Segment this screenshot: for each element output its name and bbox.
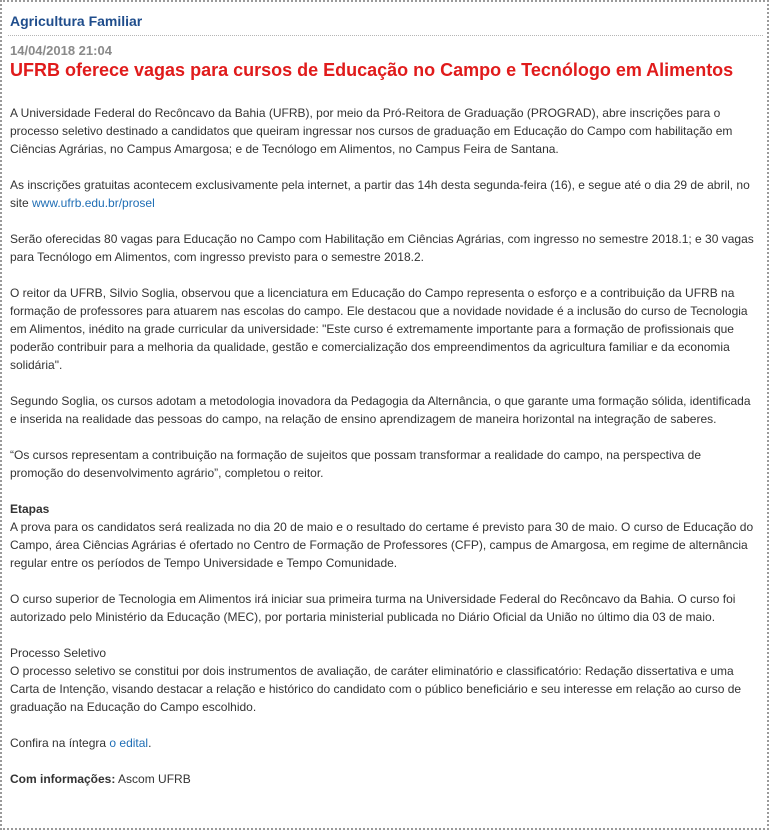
article-body [10, 104, 754, 806]
edital-link[interactable]: o edital [109, 736, 149, 750]
info-label: Com informações: [10, 772, 116, 786]
paragraph-pedagogia: Segundo Soglia, os cursos adotam a metodologia inovadora da Pedagogia da Alternância, o que garante uma formação sólida, identificada e inserida na realidade das pessoas do campo, na relação de ensino aprendizagem de maneira horizontal na integração de saberes. [10, 394, 751, 426]
info-value: Ascom UFRB [115, 772, 191, 786]
processo-heading: Processo Seletivo [10, 646, 107, 660]
paragraph-edital-text: Confira na íntegra [10, 736, 110, 750]
article-datetime: 14/04/2018 21:04 [10, 43, 112, 58]
paragraph-processo: O processo seletivo se constitui por dois instrumentos de avaliação, de caráter eliminatório e classificatório: Redação dissertativa e uma Carta de Intenção, visando destacar a relação e histórico do candidato com o público beneficiário e seu interesse em relação ao curso de graduação na Educação do Campo escolhido. [10, 664, 742, 714]
paragraph-inscricoes-text: As inscrições gratuitas acontecem exclusivamente pela internet, a partir das 14h desta segunda-feira (16), e segue até o dia 29 de abril, no site [10, 178, 750, 210]
paragraph-quote: “Os cursos representam a contribuição na formação de sujeitos que possam transformar a realidade do campo, na perspectiva de promoção do desenvolvimento agrário”, completou o reitor. [10, 448, 702, 480]
paragraph-inscricoes [10, 176, 754, 212]
paragraph-tecnologia: O curso superior de Tecnologia em Alimentos irá iniciar sua primeira turma na Universidade Federal do Recôncavo da Bahia. O curso foi autorizado pelo Ministério da Educação (MEC), por portaria ministerial publicada no Diário Oficial da União no último dia 03 de maio. [10, 592, 736, 624]
article-headline: UFRB oferece vagas para cursos de Educação no Campo e Tecnólogo em Alimentos [10, 60, 734, 80]
paragraph-edital-end: . [148, 736, 152, 750]
section-title: Agricultura Familiar [10, 13, 143, 29]
paragraph-edital [10, 734, 754, 752]
paragraph-reitor: O reitor da UFRB, Silvio Soglia, observou que a licenciatura em Educação do Campo representa o esforço e a contribuição da UFRB na formação de professores para atuarem nas escolas do campo. Ele destacou que a novidade novidade é a inclusão do curso de Tecnologia em Alimentos, inédito na grade curricular da universidade: "Este curso é extremamente importante para a formação de profissionais que poderão contribuir para a melhoria da qualidade, gestão e comercialização dos empreendimentos da agricultura familiar e da economia solidária". [10, 286, 748, 372]
etapas-heading: Etapas [10, 502, 50, 516]
paragraph-intro: A Universidade Federal do Recôncavo da Bahia (UFRB), por meio da Pró-Reitora de Graduação (PROGRAD), abre inscrições para o processo seletivo destinado a candidatos que queiram ingressar nos cursos de graduação em Educação do Campo com habilitação em Ciências Agrárias, no Campus Amargosa; e de Tecnólogo em Alimentos, no Campus Feira de Santana. [10, 106, 733, 156]
processo-section [10, 644, 754, 716]
paragraph-etapas: A prova para os candidatos será realizada no dia 20 de maio e o resultado do certame é previsto para 30 de maio. O curso de Educação do Campo, área Ciências Agrárias é ofertado no Centro de Formação de Professores (CFP), campus de Amargosa, em regime de alternância regular entre os períodos de Tempo Universidade e Tempo Comunidade. [10, 520, 754, 570]
paragraph-info [10, 770, 754, 788]
paragraph-vagas: Serão oferecidas 80 vagas para Educação no Campo com Habilitação em Ciências Agrárias, com ingresso no semestre 2018.1; e 30 vagas para Tecnólogo em Alimentos, com ingresso previsto para o semestre 2018.2. [10, 232, 754, 264]
title-divider [8, 35, 763, 36]
prosel-link[interactable]: www.ufrb.edu.br/prosel [32, 196, 155, 210]
etapas-section [10, 500, 754, 572]
